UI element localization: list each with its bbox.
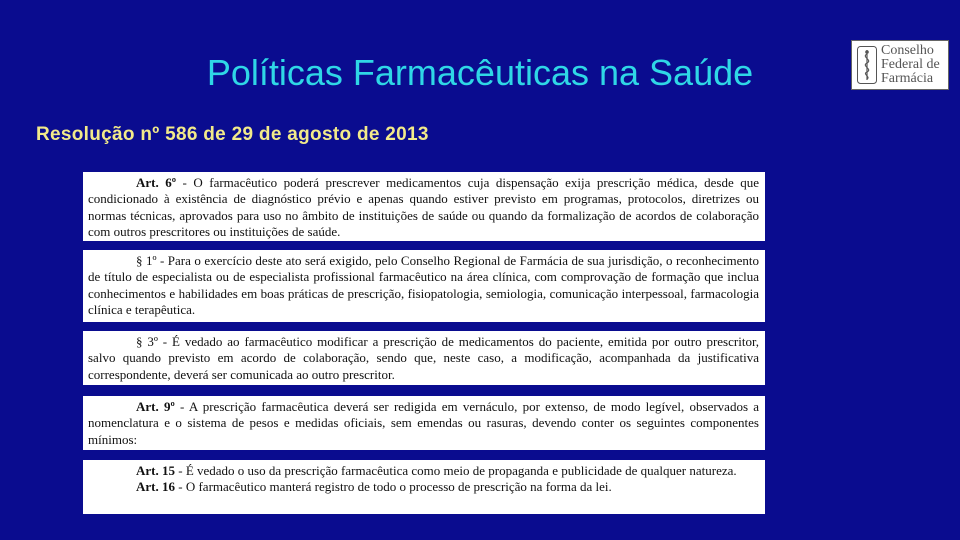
article-text: - O farmacêutico poderá prescrever medicamentos cuja dispensação exija prescrição médica, desde que condicionado à existência de diagnóstico prévio e apenas quando estiver previsto em programas, protocolos, diretrizes ou normas técnicas, aprovados para uso no âmbito de instituições de saúde ou quando da formalização de acordos de colaboração com outros prescritores ou instituições de saúde. <box>88 175 759 240</box>
caduceus-icon <box>857 46 877 84</box>
cff-logo <box>851 40 949 90</box>
article-paragraph <box>88 479 759 495</box>
article-label: § 3º <box>136 334 158 349</box>
article-text: - É vedado o uso da prescrição farmacêutica como meio de propaganda e publicidade de qualquer natureza. <box>175 463 737 478</box>
article-label: § 1º <box>136 253 157 268</box>
slide-title: Políticas Farmacêuticas na Saúde <box>206 52 754 93</box>
article-box-5 <box>83 460 765 514</box>
article-text: - É vedado ao farmacêutico modificar a prescrição de medicamentos do paciente, emitida por outro prescritor, salvo quando previsto em acordo de colaboração, sendo que, neste caso, a modificação, acompanhada da justificativa correspondente, deverá ser comunicada ao outro prescritor. <box>88 334 760 382</box>
article-text: - Para o exercício deste ato será exigido, pelo Conselho Regional de Farmácia de sua jurisdição, o reconhecimento de título de especialista ou de especialista profissional farmacêutico na área clínica, com comprovação de formação que inclua conhecimentos e habilidades em boas práticas de prescrição, fisiopatologia, semiologia, comunicação interpessoal, farmacologia clínica e terapêutica. <box>88 253 760 318</box>
article-label: Art. 15 <box>136 463 175 478</box>
article-paragraph <box>88 175 759 241</box>
article-box-4 <box>83 396 765 450</box>
article-paragraph <box>88 334 759 383</box>
article-box-2 <box>83 250 765 322</box>
slide-subtitle: Resolução nº 586 de 29 de agosto de 2013 <box>36 124 429 145</box>
article-text: - O farmacêutico manterá registro de todo o processo de prescrição na forma da lei. <box>175 479 612 495</box>
article-box-1 <box>83 172 765 241</box>
logo-line-2: Federal de <box>881 57 940 72</box>
article-label: Art. 9º <box>136 399 175 414</box>
article-paragraph <box>88 399 759 448</box>
article-label: Art. 6º <box>136 175 177 190</box>
article-box-3 <box>83 331 765 385</box>
logo-line-3: Farmácia <box>881 71 934 86</box>
logo-line-1: Conselho <box>881 43 934 58</box>
article-paragraph <box>88 463 759 479</box>
article-paragraph <box>88 253 759 319</box>
article-label: Art. 16 <box>136 479 175 495</box>
article-text: - A prescrição farmacêutica deverá ser redigida em vernáculo, por extenso, de modo legível, observados a nomenclatura e o sistema de pesos e medidas oficiais, sem emendas ou rasuras, devendo conter os seguintes componentes mínimos: <box>88 399 760 447</box>
